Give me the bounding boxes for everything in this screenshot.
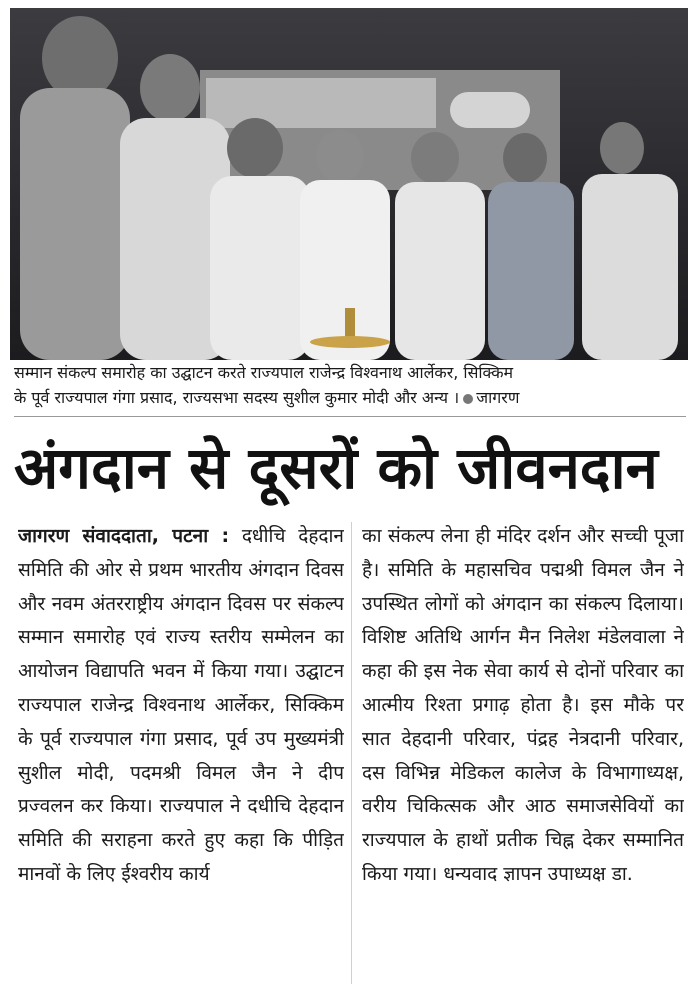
article-column-1 — [18, 520, 344, 990]
dateline: जागरण संवाददाता, पटना : — [18, 525, 230, 547]
news-photo — [10, 8, 688, 360]
event-photo-illustration — [10, 8, 688, 360]
credit-dot-icon — [463, 394, 473, 404]
headline: अंगदान से दूसरों को जीवनदान — [14, 434, 658, 502]
caption-line-2-text: के पूर्व राज्यपाल गंगा प्रसाद, राज्यसभा सदस्य सुशील कुमार मोदी और अन्य । — [14, 388, 460, 407]
caption-line-2 — [14, 385, 686, 410]
article-column-2 — [362, 520, 684, 990]
photo-credit: जागरण — [476, 388, 520, 407]
article-body-1: दधीचि देहदान समिति की ओर से प्रथम भारतीय अंगदान दिवस और नवम अंतरराष्ट्रीय अंगदान दिवस पर संकल्प सम्मान समारोह एवं राज्य स्तरीय सम्मेलन का आयोजन विद्यापति भवन में किया गया। उद्घाटन राज्यपाल राजेन्द्र विश्वनाथ आर्लेकर, सिक्किम के पूर्व राज्यपाल गंगा प्रसाद, पूर्व उप मुख्यमंत्री सुशील मोदी, पदमश्री विमल जैन ने दीप प्रज्वलन कर किया। राज्यपाल ने दधीचि देहदान समिति की सराहना करते हुए कहा कि पीड़ित मानवों के लिए ईश्वरीय कार्य — [18, 525, 344, 885]
caption-line-1: सम्मान संकल्प समारोह का उद्घाटन करते राज्यपाल राजेन्द्र विश्वनाथ आर्लेकर, सिक्किम — [14, 363, 514, 382]
column-divider — [351, 522, 352, 984]
article-body-2: का संकल्प लेना ही मंदिर दर्शन और सच्ची पूजा है। समिति के महासचिव पद्मश्री विमल जैन ने उपस्थित लोगों को अंगदान का संकल्प दिलाया। विशिष्ट अतिथि आर्गन मैन निलेश मंडेलवाला ने कहा की इस नेक सेवा कार्य से दोनों परिवार का आत्मीय रिश्ता प्रगाढ़ होता है। इस मौके पर सात देहदानी परिवार, पंद्रह नेत्रदानी परिवार, दस विभिन्न मेडिकल कालेज के विभागाध्यक्ष, वरीय चिकित्सक और आठ समाजसेवियों का राज्यपाल के हाथों प्रतीक चिह्न देकर सम्मानित किया गया। धन्यवाद ज्ञापन उपाध्यक्ष डा. — [362, 525, 684, 885]
photo-caption — [14, 360, 686, 417]
